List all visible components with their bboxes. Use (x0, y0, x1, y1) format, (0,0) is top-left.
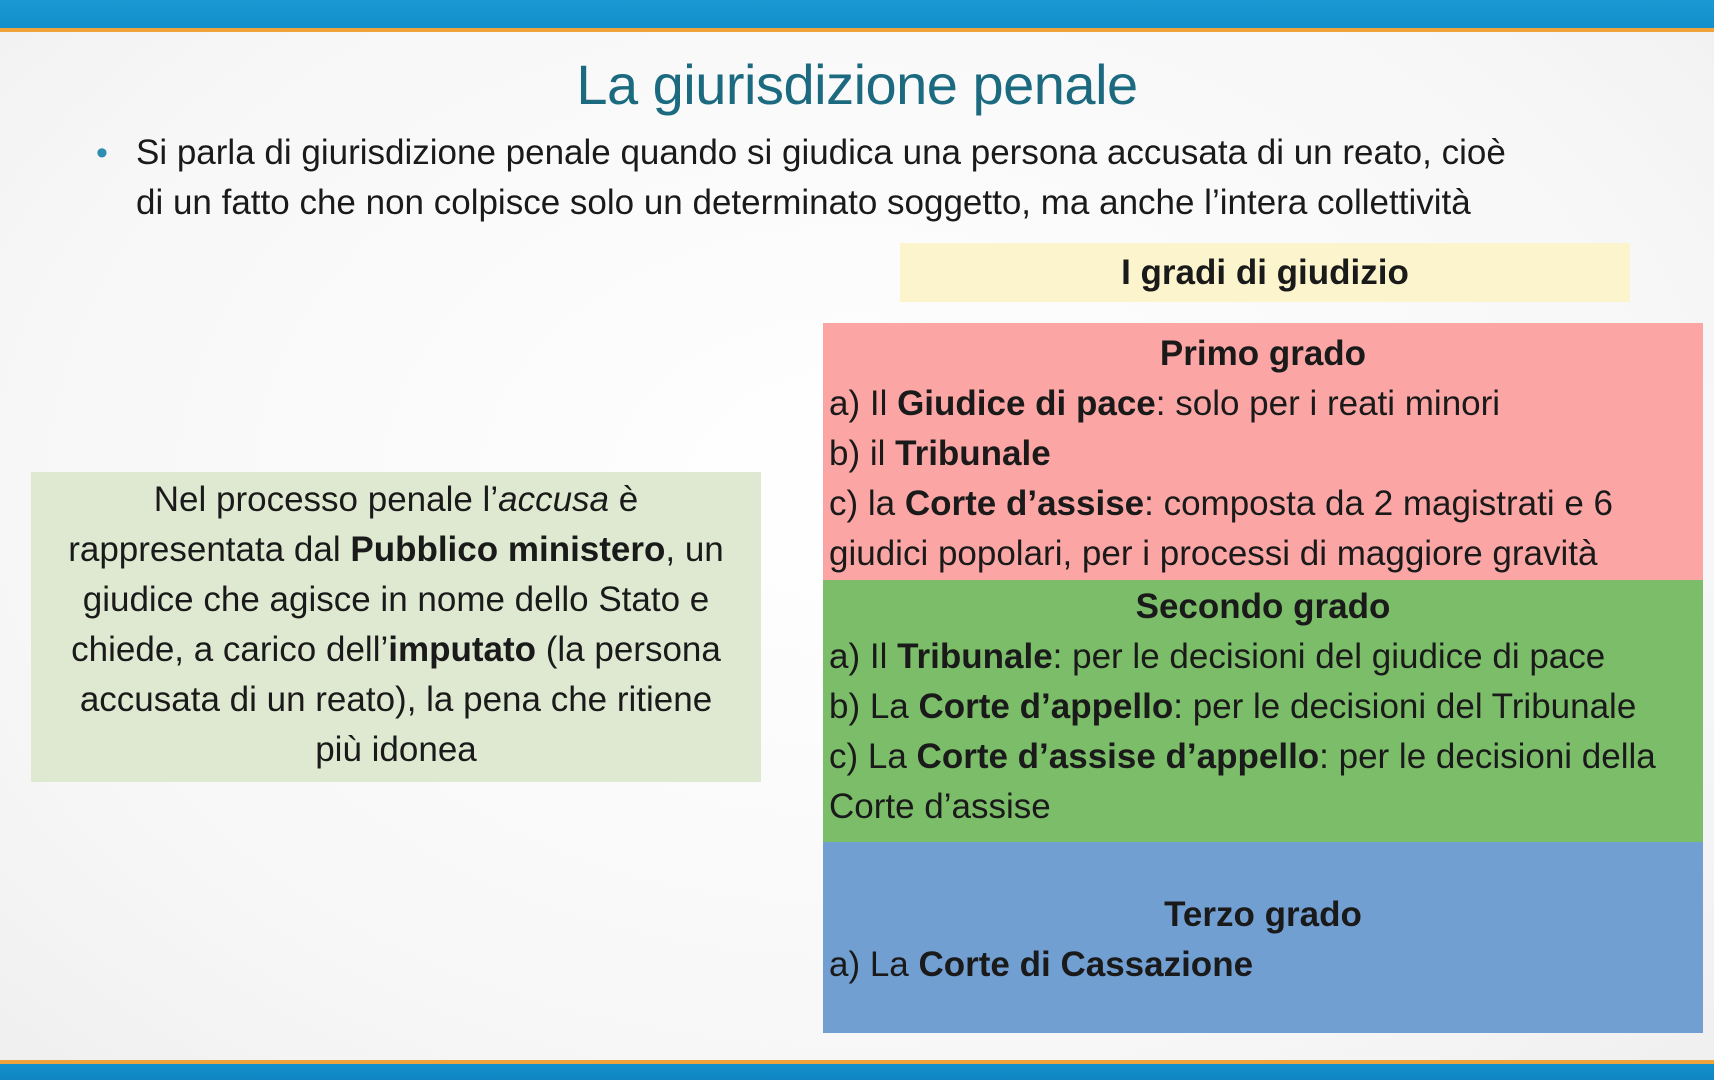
text-fragment: : solo per i reati minori (1155, 384, 1501, 423)
corte-cassazione-term: Corte di Cassazione (918, 945, 1254, 984)
accusa-line-5: accusata di un reato), la pena che ritiene (79, 680, 713, 719)
accusa-line-4 (39, 625, 753, 675)
corte-assise-term: Corte d’assise (904, 484, 1145, 523)
text-fragment: , un (665, 530, 724, 569)
text-fragment: è (609, 480, 639, 519)
accusa-line-2 (39, 525, 753, 575)
accusa-term: accusa (498, 480, 610, 519)
text-fragment: c) La (829, 737, 917, 776)
text-fragment: a) Il (829, 637, 898, 676)
secondo-item-c (829, 732, 1703, 782)
accusa-box (31, 472, 761, 782)
text-fragment: a) Il (829, 384, 898, 423)
text-fragment: c) la (829, 484, 905, 523)
giudice-di-pace-term: Giudice di pace (897, 384, 1156, 423)
secondo-grado-heading: Secondo grado (1135, 587, 1391, 626)
text-fragment: b) La (829, 687, 919, 726)
secondo-item-c-cont: Corte d’assise (829, 787, 1051, 826)
bullet-line-1: Si parla di giurisdizione penale quando si giudica una persona accusata di un reato, cioè (136, 133, 1506, 172)
text-fragment: Nel processo penale l’ (153, 480, 499, 519)
primo-grado-heading: Primo grado (1159, 334, 1367, 373)
secondo-item-b (829, 682, 1703, 732)
text-fragment: (la persona (536, 630, 721, 669)
pubblico-ministero-term: Pubblico ministero (350, 530, 666, 569)
imputato-term: imputato (388, 630, 537, 669)
primo-item-c-cont: giudici popolari, per i processi di maggiore gravità (829, 534, 1598, 573)
text-fragment: : per le decisioni della (1319, 737, 1656, 776)
bottom-bar (0, 1060, 1714, 1080)
tribunale-term: Tribunale (895, 434, 1051, 473)
text-fragment: rappresentata dal (68, 530, 351, 569)
text-fragment: b) il (829, 434, 896, 473)
primo-grado-box (823, 323, 1703, 580)
bullet-dot-icon: • (96, 134, 108, 172)
primo-item-b (829, 429, 1703, 479)
gradi-header: I gradi di giudizio (900, 243, 1630, 302)
text-fragment: a) La (829, 945, 919, 984)
corte-assise-appello-term: Corte d’assise d’appello (916, 737, 1320, 776)
text-fragment: chiede, a carico dell’ (71, 630, 389, 669)
slide-title: La giurisdizione penale (576, 53, 1138, 116)
secondo-item-a (829, 632, 1703, 682)
text-fragment: : per le decisioni del Tribunale (1173, 687, 1637, 726)
primo-item-a (829, 379, 1703, 429)
primo-item-c (829, 479, 1703, 529)
terzo-grado-heading: Terzo grado (1164, 895, 1362, 934)
corte-appello-term: Corte d’appello (918, 687, 1174, 726)
bullet-line-2: di un fatto che non colpisce solo un determinato soggetto, ma anche l’intera collettività (136, 183, 1471, 222)
accusa-line-3: giudice che agisce in nome dello Stato e (82, 580, 710, 619)
tribunale-term: Tribunale (897, 637, 1053, 676)
bullet-text (96, 128, 1656, 228)
text-fragment: : composta da 2 magistrati e 6 (1144, 484, 1613, 523)
intro-bullet (96, 128, 1656, 228)
terzo-item-a (829, 940, 1703, 990)
accusa-line-1 (39, 475, 753, 525)
terzo-grado-box (823, 842, 1703, 1033)
accusa-line-6: più idonea (315, 730, 477, 769)
text-fragment: : per le decisioni del giudice di pace (1052, 637, 1606, 676)
top-bar (0, 0, 1714, 32)
secondo-grado-box (823, 580, 1703, 842)
